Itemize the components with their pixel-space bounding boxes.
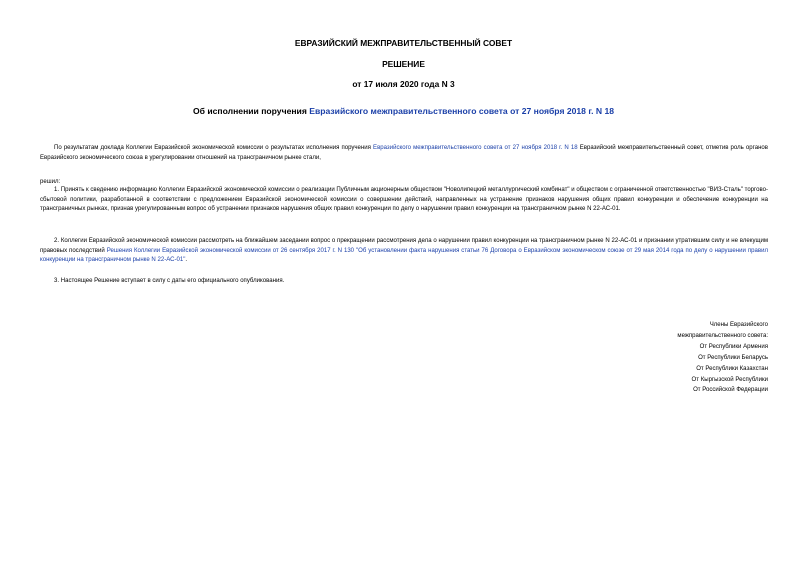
preamble-text-start: По результатам доклада Коллегии Евразийской экономической комиссии о результатах исполнения поручения bbox=[54, 145, 374, 151]
preamble-link[interactable]: Евразийского межправительственного совета от 27 ноября 2018 г. N 18 bbox=[373, 145, 578, 151]
paragraph-item-1: 1. Принять к сведению информацию Коллегии Евразийской экономической комиссии о реализации Публичным акционерным обществом "Новолипецкий металлургический комбинат" и обществом с ограниченной ответственностью "ВИЗ-Сталь" торгово-сбытовой политики, разработанной в соответствии с предложением Евразийской экономической комиссии о совершении действий, направленных на устранение признаков нарушения общих правил конкуренции и обеспечение конкуренции на трансграничных рынках, признав урегулированным вопрос об устранении признаков нарушения общих правил конкуренции по делу о нарушении правил конкуренции на трансграничном рынке N 22-АС-01. bbox=[40, 187, 768, 213]
paragraph-preamble bbox=[40, 144, 768, 163]
item-2-link[interactable]: Решения Коллегии Евразийской экономической комиссии от 26 сентября 2017 г. N 130 "Об установлении факта нарушения статьи 76 Договора о Евразийском экономическом союзе от 29 мая 2014 года по делу о нарушении правил конкуренции на трансграничном рынке N 22-АС-01" bbox=[40, 247, 768, 264]
doc-type-title: РЕШЕНИЕ bbox=[382, 59, 425, 69]
signatures-heading-line1: Члены Евразийского bbox=[709, 322, 768, 328]
item-2-text-start: 2. Коллегии Евразийской экономической комиссии рассмотреть на ближайшем заседании вопрос о прекращении рассмотрения дела о нарушении правил конкуренции на трансграничном рынке N 22-АС-01 и признании утратившим силу и не влекущим правовых последствий bbox=[40, 238, 768, 254]
signature-item: От Республики Казахстан bbox=[696, 365, 768, 372]
date-number: от 17 июля 2020 года N 3 bbox=[352, 79, 455, 89]
preamble-text-end: Евразийский межправительственный совет, отметив роль органов Евразийского экономического союза в урегулировании отношений на трансграничном рынке стали, bbox=[40, 145, 768, 161]
subject-prefix: Об исполнении поручения bbox=[192, 106, 310, 116]
document-subject bbox=[0, 106, 807, 116]
org-title: ЕВРАЗИЙСКИЙ МЕЖПРАВИТЕЛЬСТВЕННЫЙ СОВЕТ bbox=[294, 38, 513, 48]
signature-item: От Республики Армения bbox=[699, 343, 768, 350]
subject-link[interactable]: Евразийского межправительственного совета от 27 ноября 2018 г. N 18 bbox=[309, 106, 615, 116]
paragraph-item-2 bbox=[40, 237, 768, 266]
signatures-heading-line2: межправительственного совета: bbox=[677, 332, 768, 339]
signatures-block bbox=[677, 320, 768, 396]
signature-item: От Российской Федерации bbox=[693, 387, 768, 394]
resolved-label: решил: bbox=[40, 179, 61, 185]
signature-item: От Республики Беларусь bbox=[698, 354, 768, 361]
paragraph-item-3: 3. Настоящее Решение вступает в силу с даты его официального опубликования. bbox=[54, 278, 285, 284]
signature-item: От Кыргызской Республики bbox=[691, 376, 768, 383]
item-2-text-end: . bbox=[185, 257, 188, 264]
